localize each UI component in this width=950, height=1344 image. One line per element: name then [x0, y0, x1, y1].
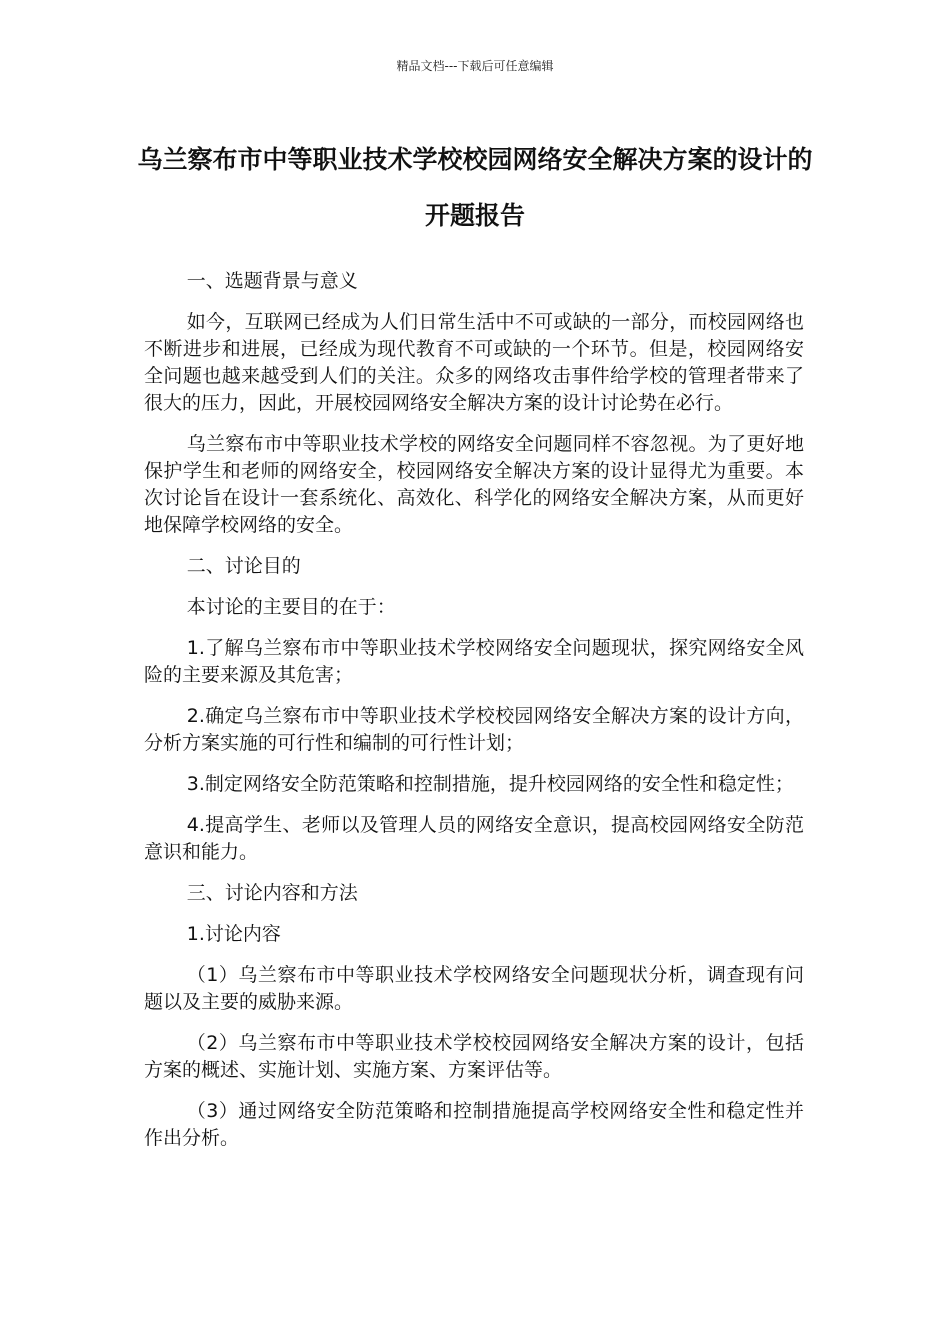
paragraph-background-2: 乌兰察布市中等职业技术学校的网络安全问题同样不容忽视。为了更好地保护学生和老师的网络安全，校园网络安全解决方案的设计显得尤为重要。本次讨论旨在设计一套系统化、高效化、科学化的网络安全解决方案，从而更好地保障学校网络的安全。 [144, 433, 804, 536]
content-item-1: （1）乌兰察布市中等职业技术学校网络安全问题现状分析，调查现有问题以及主要的威胁来源。 [144, 964, 804, 1013]
document-title: 乌兰察布市中等职业技术学校校园网络安全解决方案的设计的开题报告 [137, 145, 813, 230]
paragraph-purpose-intro: 本讨论的主要目的在于： [186, 596, 396, 618]
subsection-heading-content: 1.讨论内容 [186, 923, 281, 945]
purpose-item-4: 4.提高学生、老师以及管理人员的网络安全意识，提高校园网络安全防范意识和能力。 [144, 814, 804, 863]
header-note: 精品文档---下载后可任意编辑 [396, 59, 554, 73]
section-heading-background: 一、选题背景与意义 [186, 270, 358, 292]
section-heading-purpose: 二、讨论目的 [186, 555, 301, 577]
section-heading-content-method: 三、讨论内容和方法 [186, 882, 358, 904]
content-item-2: （2）乌兰察布市中等职业技术学校校园网络安全解决方案的设计，包括方案的概述、实施计划、实施方案、方案评估等。 [144, 1032, 804, 1081]
purpose-item-2: 2.确定乌兰察布市中等职业技术学校校园网络安全解决方案的设计方向，分析方案实施的可行性和编制的可行性计划； [144, 705, 804, 754]
document-body [144, 268, 804, 1166]
purpose-item-1: 1.了解乌兰察布市中等职业技术学校网络安全问题现状，探究网络安全风险的主要来源及其危害； [144, 637, 804, 686]
purpose-item-3: 3.制定网络安全防范策略和控制措施，提升校园网络的安全性和稳定性； [186, 773, 794, 795]
content-item-3: （3）通过网络安全防范策略和控制措施提高学校网络安全性和稳定性并作出分析。 [144, 1100, 804, 1149]
paragraph-background-1: 如今，互联网已经成为人们日常生活中不可或缺的一部分，而校园网络也不断进步和进展，已经成为现代教育不可或缺的一个环节。但是，校园网络安全问题也越来越受到人们的关注。众多的网络攻击事件给学校的管理者带来了很大的压力，因此，开展校园网络安全解决方案的设计讨论势在必行。 [144, 311, 804, 414]
